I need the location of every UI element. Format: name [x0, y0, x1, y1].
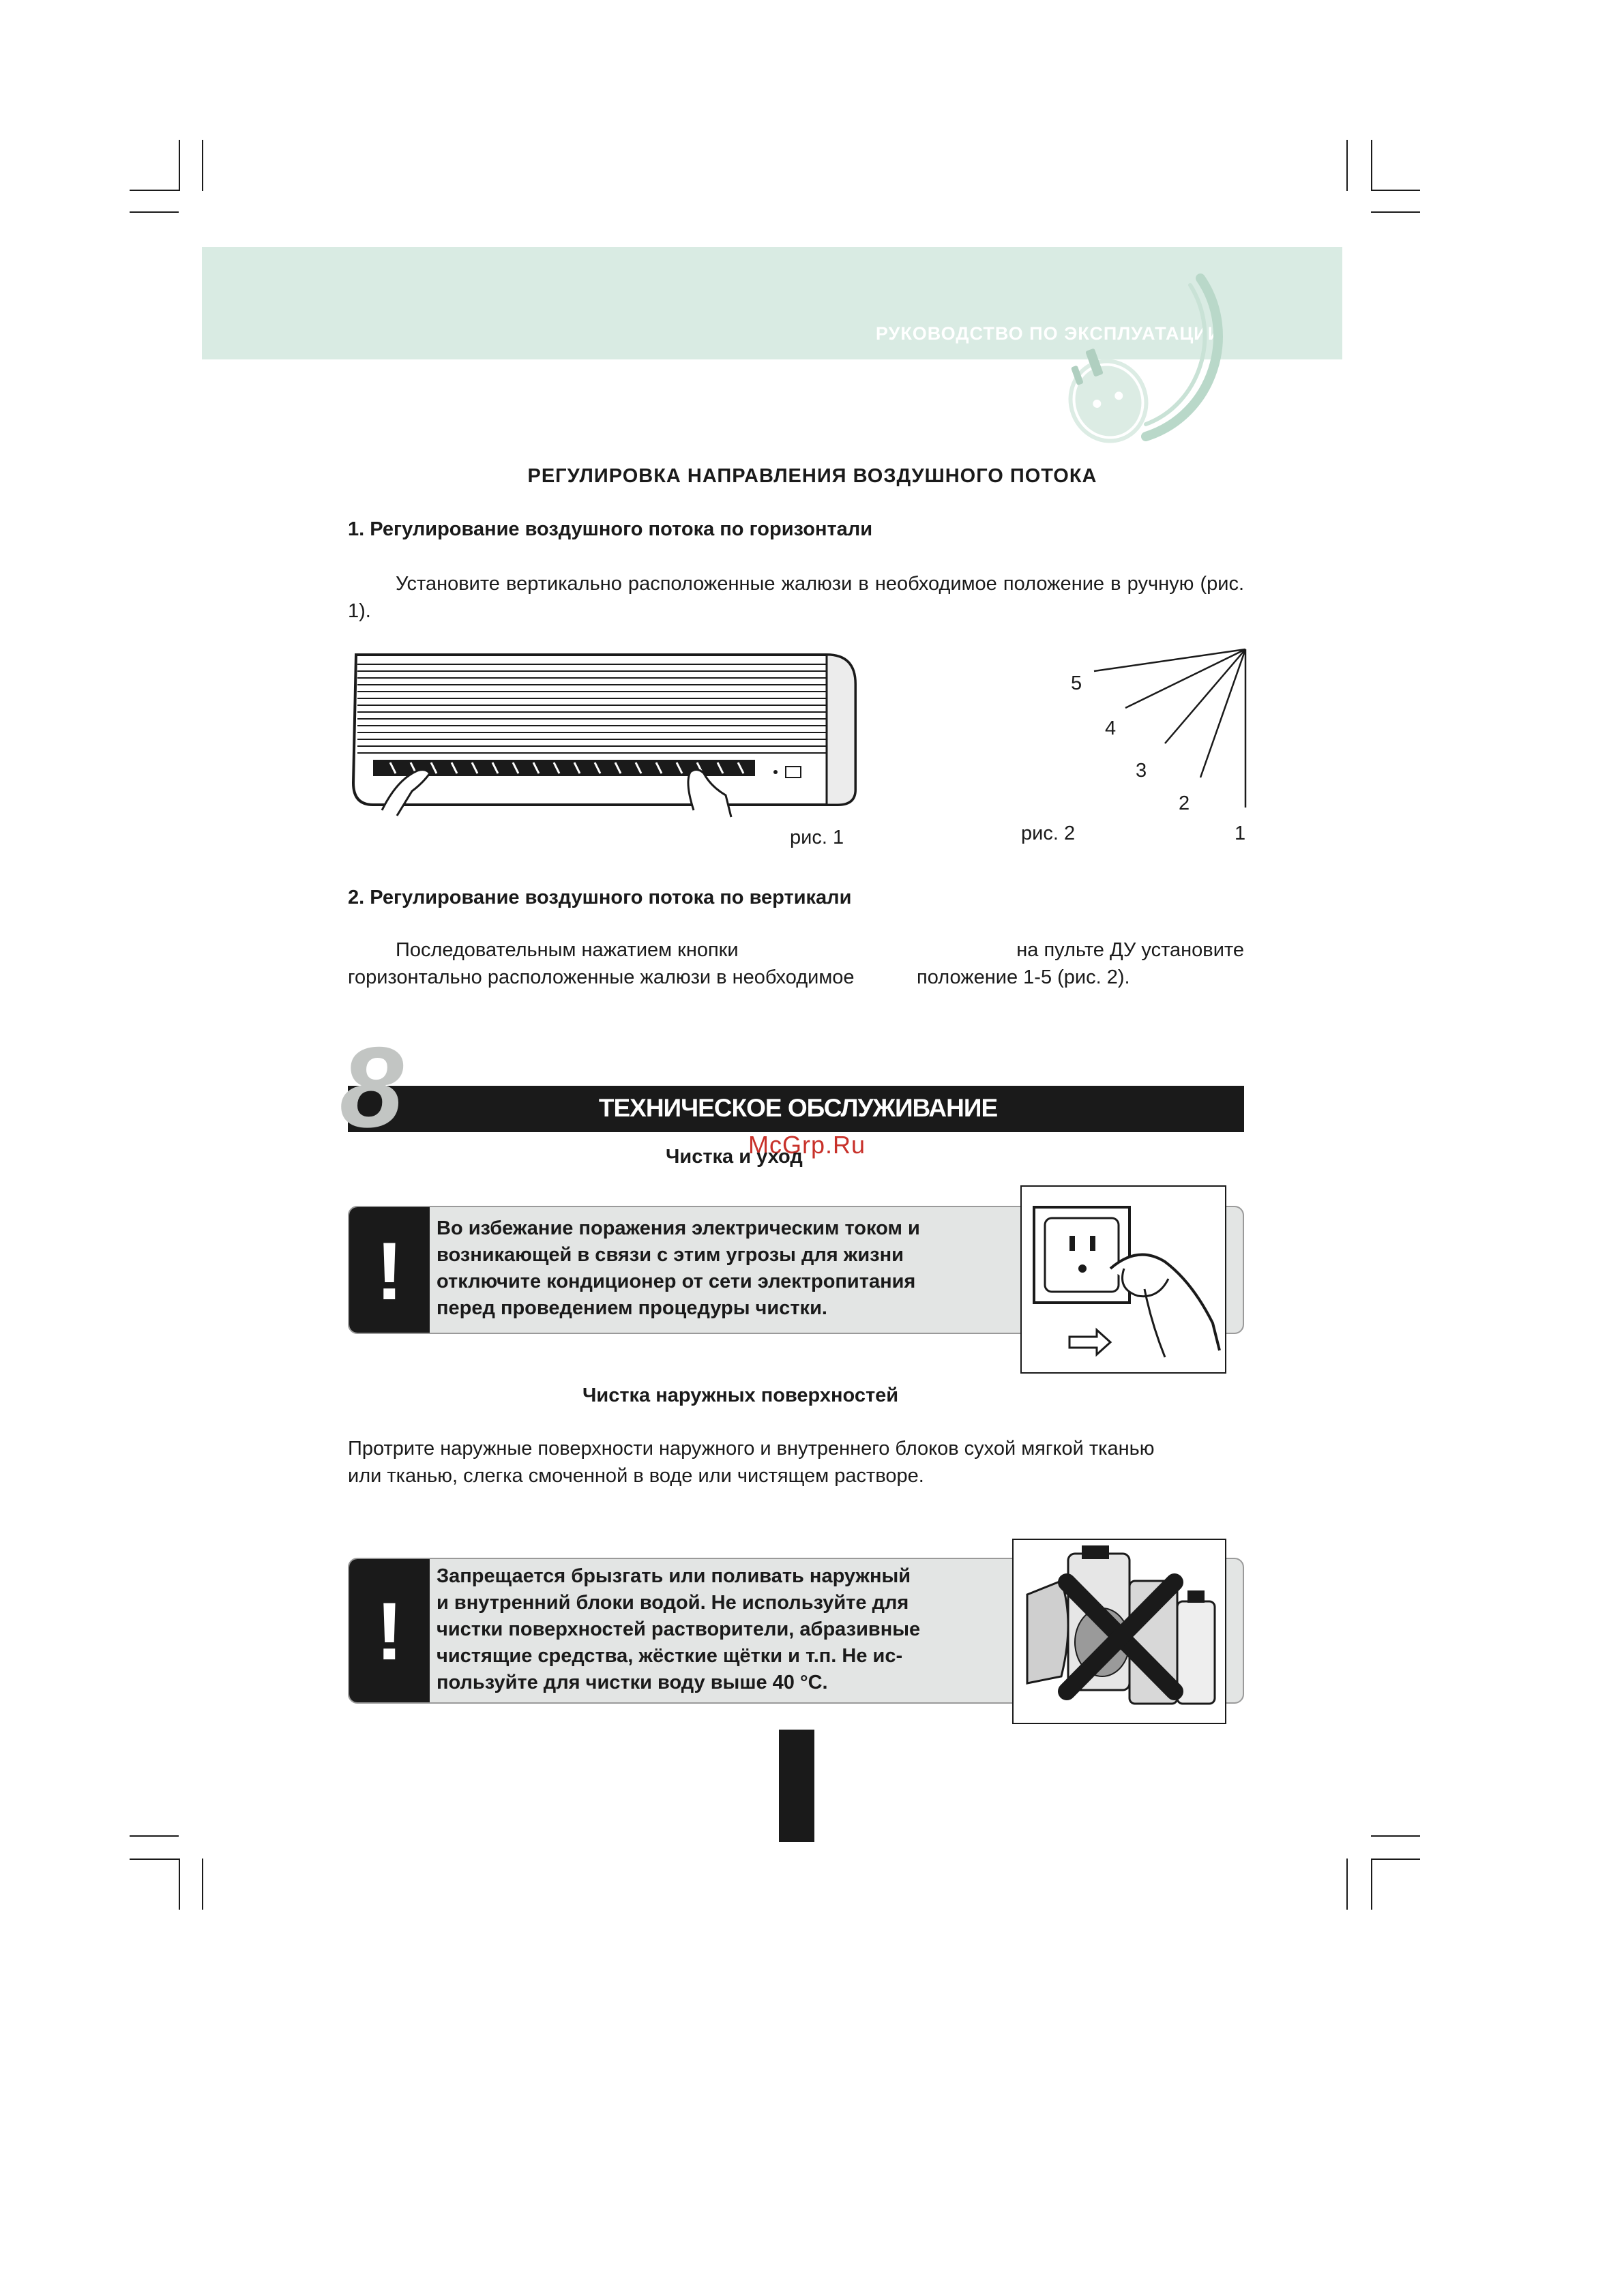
warning-exclamation-icon: ! [376, 1586, 403, 1677]
page-tab-marker [779, 1730, 814, 1842]
fig2-position-5: 5 [1071, 672, 1082, 694]
fig2-position-2: 2 [1179, 793, 1190, 814]
vertical-text: Последовательным нажатием кнопки на пульте ДУ установите горизонтально расположенные жалюзи в необходимое положение 1-5 (рис. 2). [348, 939, 1244, 988]
unplug-icon [1022, 1187, 1225, 1372]
fig2-caption: рис. 2 [1021, 823, 1076, 844]
horizontal-text: Установите вертикально расположенные жалюзи в необходимое положение в ручную (рис. 1). [348, 573, 1244, 622]
power-plug-icon [1044, 258, 1241, 456]
airflow-title: РЕГУЛИРОВКА НАПРАВЛЕНИЯ ВОЗДУШНОГО ПОТОКА [527, 465, 1097, 487]
no-chemicals-illustration-frame [1012, 1539, 1226, 1724]
header-title: РУКОВОДСТВО ПО ЭКСПЛУАТАЦИИ [875, 323, 1222, 344]
fig2-position-3: 3 [1136, 760, 1147, 782]
section-title: ТЕХНИЧЕСКОЕ ОБСЛУЖИВАНИЕ [598, 1094, 998, 1122]
section-number: 8 [340, 1023, 404, 1151]
louver-line-3 [1165, 649, 1245, 743]
fig2-position-4: 4 [1105, 717, 1117, 739]
unplug-illustration-frame [1020, 1185, 1226, 1374]
horizontal-heading: 1. Регулирование воздушного потока по горизонтали [348, 518, 873, 540]
warning-exclamation-icon: ! [376, 1226, 403, 1317]
warning1-text: Во избежание поражения электрическим током и возникающей в связи с этим угрозы для жизни отключите кондиционер от сети электропитания перед проведением процедуры чистки. [437, 1217, 920, 1319]
warning2-text: Запрещается брызгать или поливать наружный и внутренний блоки водой. Не используйте для чистки поверхностей растворители, абразивные чистящие средства, жёсткие щётки и т.п. Не ис- пользуйте для чистки воду выше 40 °С. [437, 1565, 921, 1693]
outer-surfaces-heading: Чистка наружных поверхностей [582, 1385, 899, 1406]
fig1-caption: рис. 1 [790, 827, 844, 848]
fig1-indoor-unit-illustration [349, 647, 859, 824]
fig2-position-1: 1 [1235, 823, 1246, 844]
watermark: McGrp.Ru [748, 1131, 866, 1159]
outer-surfaces-text: Протрите наружные поверхности наружного и внутреннего блоков сухой мягкой тканью или тканью, слегка смоченной в воде или чистящем растворе. [348, 1438, 1155, 1487]
cleaning-heading: Чистка и уход [666, 1146, 803, 1168]
no-chemicals-icon [1014, 1540, 1225, 1723]
vertical-heading: 2. Регулирование воздушного потока по вертикали [348, 887, 852, 908]
